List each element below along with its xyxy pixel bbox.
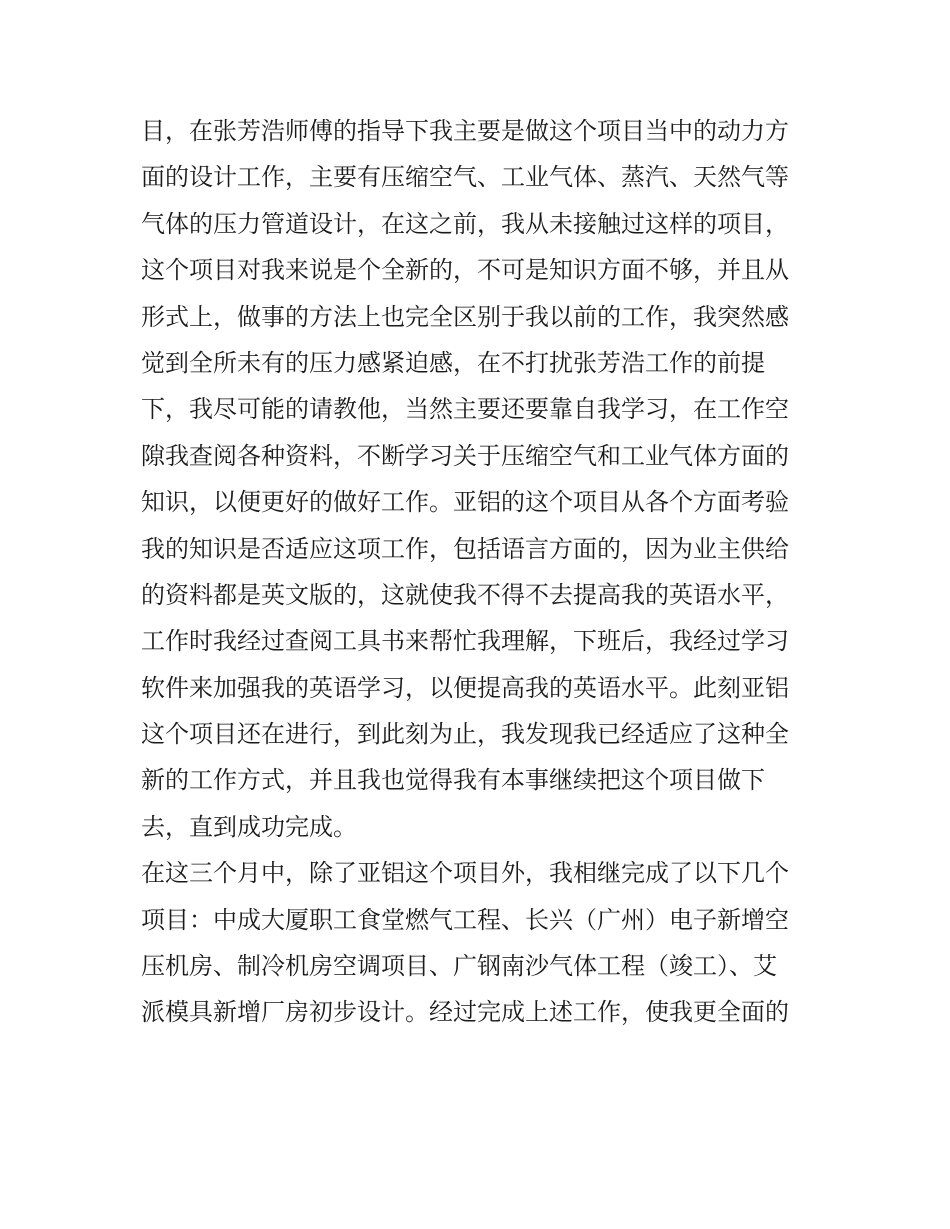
text-line: 去，直到成功完成。 (141, 812, 357, 841)
text-line: 这个项目对我来说是个全新的，不可是知识方面不够，并且从 (141, 256, 789, 285)
text-line: 面的设计工作，主要有压缩空气、工业气体、蒸汽、天然气等 (141, 163, 789, 192)
text-line: 软件来加强我的英语学习，以便提高我的英语水平。此刻亚铝 (141, 673, 789, 702)
text-line: 气体的压力管道设计，在这之前，我从未接触过这样的项目， (141, 209, 789, 238)
text-line: 在这三个月中，除了亚铝这个项目外，我相继完成了以下几个 (141, 859, 789, 888)
text-line: 目，在张芳浩师傅的指导下我主要是做这个项目当中的动力方 (141, 117, 789, 145)
text-line: 觉到全所未有的压力感紧迫感，在不打扰张芳浩工作的前提 (141, 348, 765, 377)
text-line: 压机房、制冷机房空调项目、广钢南沙气体工程（竣工）、艾 (141, 952, 777, 981)
text-line: 派模具新增厂房初步设计。经过完成上述工作，使我更全面的 (141, 998, 789, 1027)
text-line: 这个项目还在进行，到此刻为止，我发现我已经适应了这种全 (141, 720, 789, 749)
text-line: 知识，以便更好的做好工作。亚铝的这个项目从各个方面考验 (141, 488, 789, 517)
text-line: 我的知识是否适应这项工作，包括语言方面的，因为业主供给 (141, 534, 789, 563)
text-line: 的资料都是英文版的，这就使我不得不去提高我的英语水平， (141, 580, 789, 609)
text-line: 工作时我经过查阅工具书来帮忙我理解，下班后，我经过学习 (141, 627, 789, 656)
body-text (141, 108, 821, 1036)
text-line: 下，我尽可能的请教他，当然主要还要靠自我学习，在工作空 (141, 395, 789, 424)
text-line: 隙我查阅各种资料，不断学习关于压缩空气和工业气体方面的 (141, 441, 789, 470)
text-line: 新的工作方式，并且我也觉得我有本事继续把这个项目做下 (141, 766, 765, 795)
text-line: 项目：中成大厦职工食堂燃气工程、长兴（广州）电子新增空 (141, 905, 789, 934)
text-line: 形式上，做事的方法上也完全区别于我以前的工作，我突然感 (141, 302, 789, 331)
